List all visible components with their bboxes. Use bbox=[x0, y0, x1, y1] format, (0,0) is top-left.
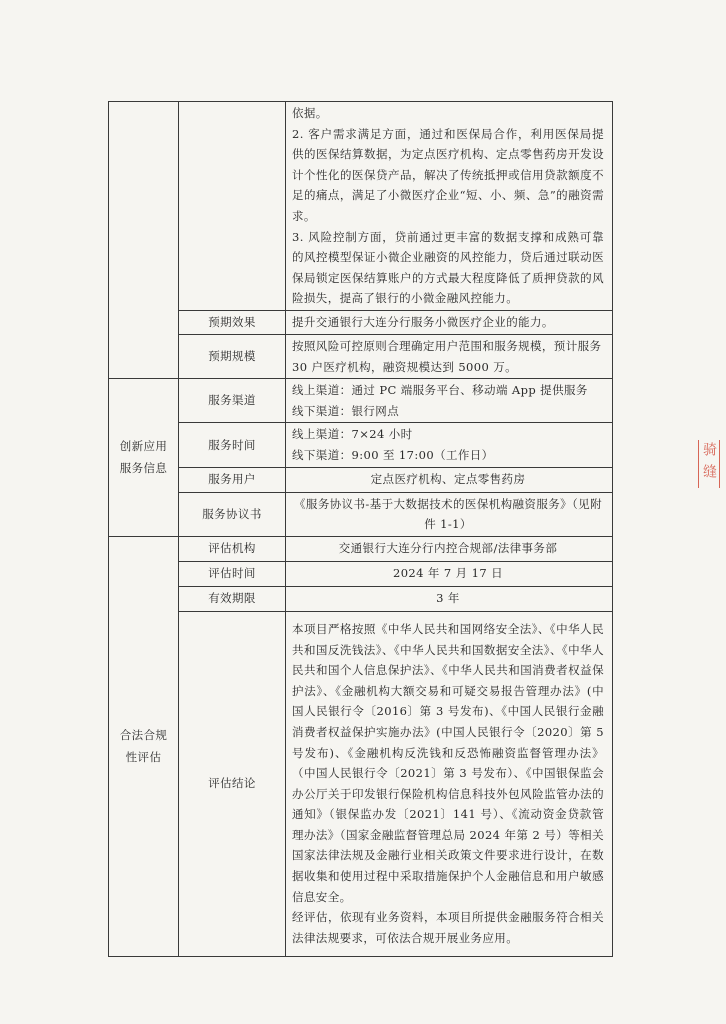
expected-scale-label: 预期规模 bbox=[179, 334, 286, 378]
description-paragraph: 依据。 bbox=[292, 106, 328, 120]
assessment-time-value: 2024 年 7 月 17 日 bbox=[286, 561, 613, 586]
continued-description-cell bbox=[286, 102, 613, 311]
service-agreement-label: 服务协议书 bbox=[179, 492, 286, 536]
service-info-group-label: 创新应用服务信息 bbox=[109, 379, 179, 537]
compliance-group-label: 合法合规性评估 bbox=[109, 536, 179, 956]
side-seal-stamp: 骑缝 bbox=[698, 440, 720, 488]
service-users-value: 定点医疗机构、定点零售药房 bbox=[286, 467, 613, 492]
conclusion-paragraph: 本项目严格按照《中华人民共和国网络安全法》、《中华人民共和国反洗钱法》、《中华人民共和国数据安全法》、《中华人民共和国个人信息保护法》、《中华人民共和国消费者权益保护法》、《金融机构大额交易和可疑交易报告管理办法》(中国人民银行令〔2016〕第 3 号发布)、《中国人民银行金融消费者权益保护实施办法》(中国人民银行令〔2020〕第 5 号发布)、《金融机构反洗钱和反恐怖融资监督管理办法》（中国人民银行令〔2021〕第 3 号发布）、《中国银保监会办公厅关于印发银行保险机构信息科技外包风险监管办法的通知》（银保监办发〔2021〕141 号）、《流动资金贷款管理办法》（国家金融监督管理总局 2024 年第 2 号）等相关国家法律法规及金融行业相关政策文件要求进行设计，在数据收集和使用过程中采取措施保护个人金融信息和用户敏感信息安全。 bbox=[292, 621, 604, 904]
assessment-org-label: 评估机构 bbox=[179, 536, 286, 561]
service-channel-value bbox=[286, 379, 613, 423]
document-table bbox=[108, 101, 613, 957]
validity-label: 有效期限 bbox=[179, 586, 286, 611]
assessment-conclusion-value bbox=[286, 611, 613, 956]
service-time-line: 线下渠道：9:00 至 17:00（工作日） bbox=[292, 447, 494, 462]
assessment-org-value: 交通银行大连分行内控合规部/法律事务部 bbox=[286, 536, 613, 561]
description-paragraph: 3. 风险控制方面，贷前通过更丰富的数据支撑和成熟可靠的风控模型保证小微企业融资的风控能力，贷后通过联动医保局锁定医保结算账户的方式最大程度降低了质押贷款的风险损失，提高了银行的小微金融风控能力。 bbox=[292, 229, 604, 306]
service-channel-line: 线下渠道：银行网点 bbox=[292, 403, 400, 418]
service-channel-line: 线上渠道：通过 PC 端服务平台、移动端 App 提供服务 bbox=[292, 383, 588, 398]
service-time-value bbox=[286, 423, 613, 467]
assessment-time-label: 评估时间 bbox=[179, 561, 286, 586]
expected-scale-value: 按照风险可控原则合理确定用户范围和服务规模，预计服务 30 户医疗机构，融资规模达到 5000 万。 bbox=[286, 334, 613, 378]
conclusion-paragraph: 经评估，依现有业务资料，本项目所提供金融服务符合相关法律法规要求，可依法合规开展业务应用。 bbox=[292, 910, 604, 945]
service-users-label: 服务用户 bbox=[179, 467, 286, 492]
service-time-label: 服务时间 bbox=[179, 423, 286, 467]
expected-effect-value: 提升交通银行大连分行服务小微医疗企业的能力。 bbox=[286, 310, 613, 334]
service-time-line: 线上渠道：7×24 小时 bbox=[292, 427, 413, 442]
service-channel-label: 服务渠道 bbox=[179, 379, 286, 423]
continued-label-cell bbox=[179, 102, 286, 311]
assessment-conclusion-label: 评估结论 bbox=[179, 611, 286, 956]
validity-value: 3 年 bbox=[286, 586, 613, 611]
description-paragraph: 2. 客户需求满足方面，通过和医保局合作，利用医保局提供的医保结算数据，为定点医疗机构、定点零售药房开发设计个性化的医保贷产品，解决了传统抵押或信用贷款额度不足的痛点，满足了小微医疗企业“短、小、频、急”的融资需求。 bbox=[292, 126, 604, 223]
expected-effect-label: 预期效果 bbox=[179, 310, 286, 334]
continued-group-cell bbox=[109, 102, 179, 379]
service-agreement-value: 《服务协议书-基于大数据技术的医保机构融资服务》（见附件 1-1） bbox=[286, 492, 613, 536]
